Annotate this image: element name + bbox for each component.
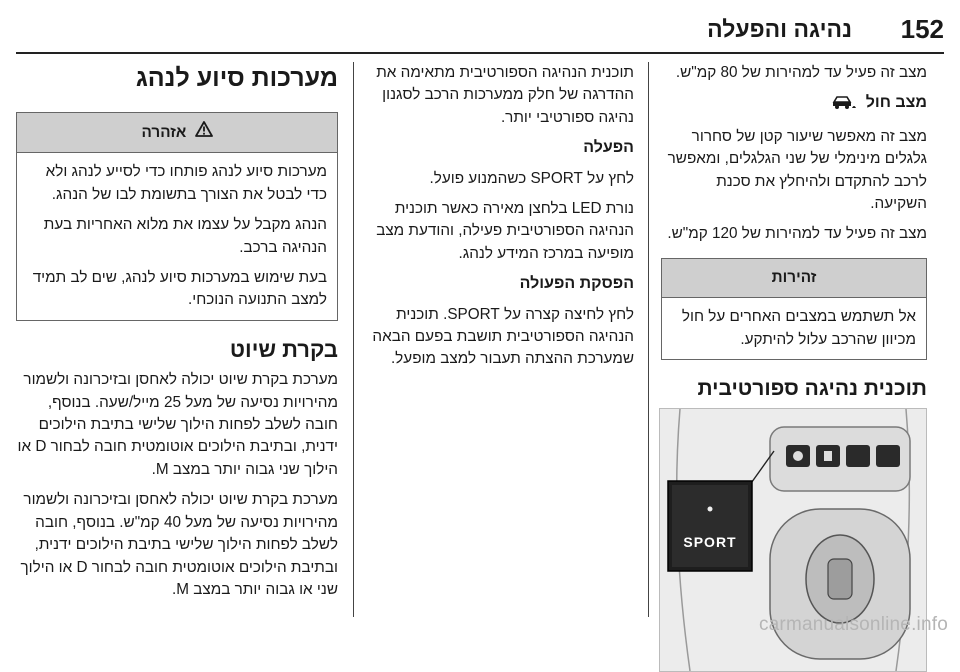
- chapter-title: נהיגה והפעלה: [707, 16, 852, 42]
- cruise-control-heading: בקרת שיוט: [229, 336, 338, 362]
- warning-box-header: [17, 113, 337, 153]
- warning-text-3: בעת שימוש במערכות סיוע לנהג, שים לב תמיד למצב התנועה הנוכחי.: [32, 269, 327, 309]
- sand-mode-description: מצב זה מאפשר שיעור קטן של סחרור גלגלים מינימלי של שני הגלגלים, ומאפשר לרכב להתקדם ולהיחלץ את סכנת השקיעה.: [667, 127, 927, 213]
- cruise-control-kmh-text: מערכת בקרת שיוט יכולה לאחסן ובזיכרונה ולשמור מהירויות נסיעה של מעל 40 קמ"ש. בנוסף, חובה לשלב לפחות הילוך שלישי בתיבת הילוכים ידנית, ובתיבת הילוכים אוטומטית חובה לבחור D או הילוך שני או גבוה יותר במצב M.: [20, 491, 338, 598]
- page-header: [16, 8, 944, 48]
- activation-heading: הפעלה: [583, 139, 634, 157]
- warning-box-title: אזהרה: [141, 123, 187, 141]
- warning-text-1: מערכות סיוע לנהג פותחו כדי לסייע לנהג ולא כדי לבטל את הצורך בתשומת לבו של הנהג.: [45, 163, 327, 203]
- sport-button-label: SPORT: [683, 534, 737, 551]
- warning-text-2: הנהג מקבל על עצמו את מלוא האחריות בעת הנהיגה ברכב.: [43, 216, 327, 256]
- left-column: [16, 62, 338, 609]
- caution-box-text: אל תשתמש במצבים האחרים על חול מכיוון שהרכב עלול להיתקע.: [681, 308, 916, 348]
- speed-limit-120-text: מצב זה פעיל עד למהירות של 120 קמ"ש.: [667, 225, 927, 243]
- caution-box-title: זהירות: [662, 259, 926, 298]
- warning-triangle-icon: [195, 121, 213, 144]
- header-rule: [16, 52, 944, 54]
- speed-limit-80-text: מצב זה פעיל עד למהירות של 80 קמ"ש.: [675, 64, 927, 81]
- column-divider-right: [648, 62, 649, 617]
- deactivation-heading: הפסקת הפעולה: [519, 275, 634, 293]
- sand-mode-icon: [831, 92, 857, 117]
- right-column: [661, 62, 927, 672]
- activation-step-1: לחץ על SPORT כשהמנוע פועל.: [429, 169, 634, 187]
- page-number: 152: [900, 14, 944, 44]
- sport-program-intro: תוכנית הנהיגה הספורטיבית מתאימה את ההדרגה של חלק ממערכות הרכב לסגנון נהיגה ספורטיבי יותר.: [376, 64, 634, 126]
- snow-mode-heading: [661, 92, 927, 117]
- snow-mode-heading-text: מצב חול: [865, 94, 927, 112]
- activation-step-2: נורת LED בלחצן מאירה כאשר תוכנית הנהיגה הספורטיבית פעילה, והודעת מצב מופיעה במרכז המידע לנהג.: [376, 200, 634, 262]
- caution-box: [661, 258, 927, 360]
- sport-program-title: תוכנית נהיגה ספורטיבית: [697, 377, 927, 401]
- cruise-control-mph-text: מערכת בקרת שיוט יכולה לאחסן ובזיכרונה ולשמור מהירויות נסיעה של מעל 25 מייל/שעה. בנוסף, חובה לשלב לפחות הילוך שלישי בתיבת הילוכים ידנית, ובתיבת הילוכים אוטומטית חובה לבחור D או הילוך שני גבוה יותר במצב M.: [17, 371, 338, 478]
- deactivation-text: לחץ לחיצה קצרה על SPORT. תוכנית הנהיגה הספורטיבית תושבת בפעם הבאה שמערכת ההצתה תעבור למצב מופעל.: [372, 305, 634, 368]
- driver-assistance-title: מערכות סיוע לנהג: [135, 64, 338, 92]
- watermark: carmanualsonline.info: [758, 614, 948, 635]
- column-divider-left: [353, 62, 354, 617]
- middle-column: [370, 62, 634, 379]
- warning-box: [16, 112, 338, 321]
